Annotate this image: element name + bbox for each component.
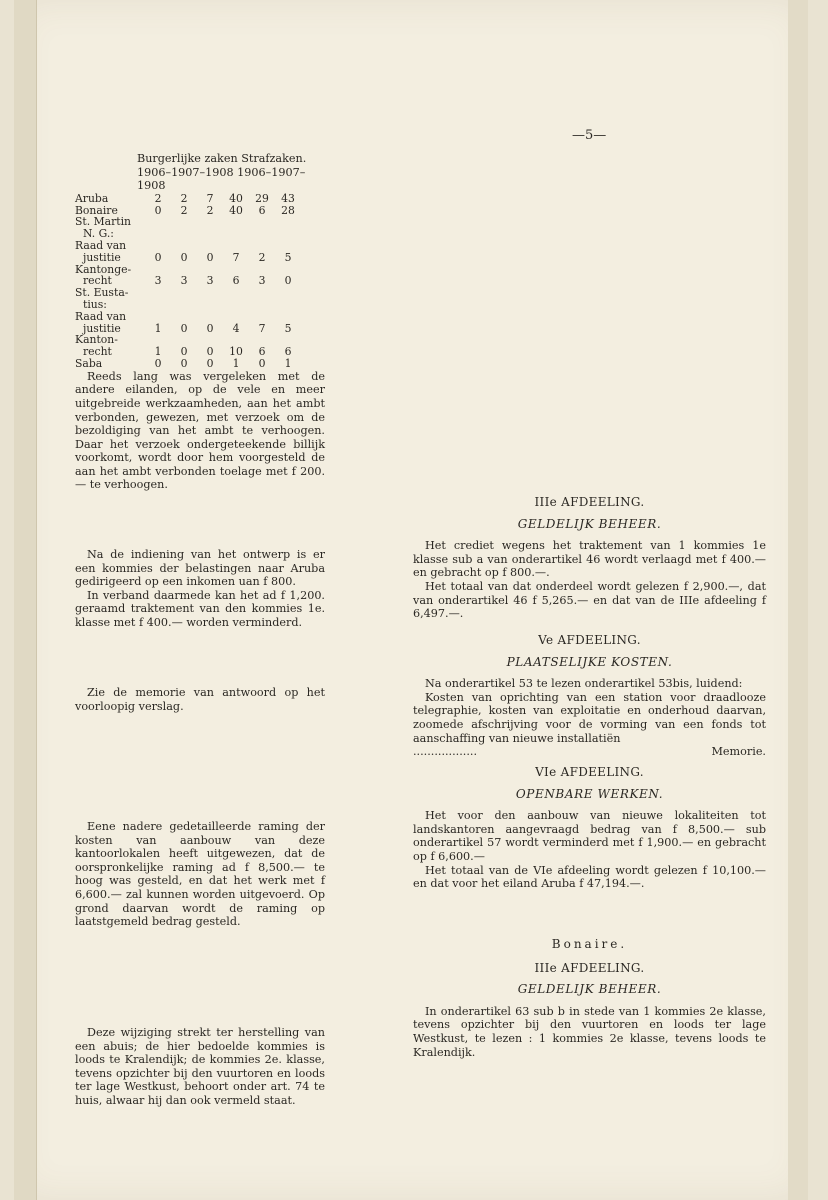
table-cell: 43 xyxy=(281,191,295,205)
left-paragraph-2a: Na de indiening van het ontwerp is er een kommies der belastingen naar Aruba gedirigeerd op een inkomen uan f 800. xyxy=(75,548,325,589)
row-label: St. Eusta- xyxy=(75,286,129,300)
right-s1-paragraph-1: Het crediet wegens het traktement van 1 kommies 1e klasse sub a van onderartikel 46 wordt verlaagd met f 400.— en gebracht op f 800.—. xyxy=(413,539,766,580)
table-cell xyxy=(275,287,301,299)
row-label: recht xyxy=(83,345,112,359)
table-header-1: Burgerlijke zaken Strafzaken. xyxy=(137,152,307,165)
section-heading-6e-afdeeling: VIe AFDEELING. xyxy=(535,765,644,779)
table-cell: 10 xyxy=(229,345,243,359)
table-cell: 2 xyxy=(154,191,162,205)
table-row xyxy=(75,358,301,370)
row-label: justitie xyxy=(83,250,121,264)
section-subheading-openbare-werken: OPENBARE WERKEN. xyxy=(515,786,664,801)
table-cell xyxy=(249,287,275,299)
binding-edge xyxy=(14,0,37,1200)
table-cell: 3 xyxy=(258,274,266,288)
table-cell xyxy=(145,287,171,299)
table-row xyxy=(75,240,301,252)
section-subheading-geldelijk-beheer-bonaire: GELDELIJK BEHEER. xyxy=(517,982,662,997)
memorie-line xyxy=(413,745,766,759)
table-cell: 2 xyxy=(180,203,188,217)
table-cell xyxy=(171,299,197,311)
row-label: Kantonge- xyxy=(75,262,132,276)
table-cell: 3 xyxy=(180,274,188,288)
table-cell xyxy=(171,216,197,228)
row-label: Saba xyxy=(75,356,103,370)
row-label: N. G.: xyxy=(83,227,114,241)
table-cell xyxy=(249,216,275,228)
table-header-2: 1906–1907–1908 1906–1907–1908 xyxy=(137,165,306,193)
table-cell: 1 xyxy=(154,345,162,359)
row-label: recht xyxy=(83,274,112,288)
table-cell xyxy=(197,228,223,240)
table-cell xyxy=(145,311,171,323)
table-cell: 40 xyxy=(229,191,243,205)
page-number: —5— xyxy=(572,128,607,143)
table-cell xyxy=(223,311,249,323)
table-cell: 6 xyxy=(258,203,266,217)
table-cell: 0 xyxy=(206,321,214,335)
table-cell xyxy=(223,228,249,240)
table-cell: 3 xyxy=(206,274,214,288)
table-cell: 1 xyxy=(154,321,162,335)
table-cell: 29 xyxy=(255,191,269,205)
row-label: Aruba xyxy=(75,191,109,205)
table-row xyxy=(75,311,301,323)
left-paragraph-4: Eene nadere gedetailleerde raming der kosten van aanbouw van deze kantoorlokalen heeft uitgewezen, dat de oorspronkelijke raming ad f 8,500.— te hoog was gesteld, en dat het werk met f 6,600.— zal kunnen worden uitgevoerd. Op grond daarvan wordt de raming op laatstgemeld bedrag gesteld. xyxy=(75,820,325,929)
table-cell: 0 xyxy=(180,321,188,335)
table-cell xyxy=(223,287,249,299)
row-label: Raad van xyxy=(75,238,127,252)
table-cell: 6 xyxy=(258,345,266,359)
section-heading-3e-afdeeling: IIIe AFDEELING. xyxy=(534,495,645,509)
table-cell xyxy=(249,228,275,240)
leader-dots: .................. xyxy=(413,745,478,759)
table-cell: 0 xyxy=(154,203,162,217)
memorie-label: Memorie. xyxy=(711,745,766,759)
table-cell: 0 xyxy=(206,345,214,359)
table-cell xyxy=(171,311,197,323)
table-cell xyxy=(223,240,249,252)
table-cell: 3 xyxy=(154,274,162,288)
row-label: tius: xyxy=(83,297,107,311)
left-block-4 xyxy=(75,820,325,929)
table-cell xyxy=(275,216,301,228)
table-cell: 0 xyxy=(154,356,162,370)
table-cell: 2 xyxy=(180,191,188,205)
table-cell xyxy=(223,216,249,228)
table-cell xyxy=(275,311,301,323)
right-section-1 xyxy=(413,496,766,621)
table-cell xyxy=(197,216,223,228)
table-cell xyxy=(275,228,301,240)
right-s2-paragraph-2: Kosten van oprichting van een station voor draadlooze telegraphie, kosten van exploitatie en onderhoud daarvan, zoomede afschrijving voor de vorming van een fonds tot aanschaffing van nieuwe installatiën xyxy=(413,690,766,745)
table-cell xyxy=(249,299,275,311)
left-block-5 xyxy=(75,1026,325,1108)
table-cell: 0 xyxy=(154,250,162,264)
table-cell: 40 xyxy=(229,203,243,217)
table-cell xyxy=(275,240,301,252)
table-cell xyxy=(145,240,171,252)
row-label: Kanton- xyxy=(75,333,118,347)
table-cell xyxy=(171,228,197,240)
table-cell xyxy=(275,299,301,311)
right-s2-paragraph-1: Na onderartikel 53 te lezen onderartikel 53bis, luidend: xyxy=(425,677,743,691)
table-cell: 0 xyxy=(206,356,214,370)
right-s3-paragraph-1: Het voor den aanbouw van nieuwe lokaliteiten tot landskantoren aangevraagd bedrag van f 8,500.— sub onderartikel 57 wordt verminderd met f 1,900.— en gebracht op f 6,600.— xyxy=(413,809,766,863)
left-block-2 xyxy=(75,548,325,630)
right-s4-paragraph-1: In onderartikel 63 sub b in stede van 1 kommies 2e klasse, tevens opzichter bij den vuurtoren en loods ter lage Westkust, te lezen : 1 kommies 2e klasse, tevens loods te Kralendijk. xyxy=(413,1004,766,1059)
table-cell xyxy=(171,287,197,299)
section-subheading-geldelijk-beheer: GELDELIJK BEHEER. xyxy=(517,516,662,531)
row-label: Raad van xyxy=(75,309,127,323)
table-cell: 5 xyxy=(284,250,292,264)
table-row xyxy=(75,287,301,299)
left-paragraph-3: Zie de memorie van antwoord op het voorloopig verslag. xyxy=(75,686,325,713)
table-cell xyxy=(145,228,171,240)
table-cell xyxy=(171,240,197,252)
table-cell xyxy=(197,311,223,323)
table-cell: 0 xyxy=(258,356,266,370)
table-row xyxy=(75,252,301,264)
table-cell: 1 xyxy=(284,356,292,370)
table-cell: 5 xyxy=(284,321,292,335)
table-cell: 4 xyxy=(232,321,240,335)
table-row xyxy=(75,193,301,205)
section-heading-3e-afdeeling-bonaire: IIIe AFDEELING. xyxy=(534,960,645,975)
statistics-table xyxy=(75,193,301,370)
table-cell: 0 xyxy=(206,250,214,264)
section-heading-5e-afdeeling: Ve AFDEELING. xyxy=(538,633,641,647)
table-row xyxy=(75,346,301,358)
table-cell: 7 xyxy=(206,191,214,205)
row-label: justitie xyxy=(83,321,121,335)
table-cell: 6 xyxy=(284,345,292,359)
table-cell: 7 xyxy=(258,321,266,335)
table-cell xyxy=(223,299,249,311)
table-cell: 0 xyxy=(180,345,188,359)
row-label: Bonaire xyxy=(75,203,118,217)
right-section-3 xyxy=(413,766,766,891)
table-cell: 7 xyxy=(232,250,240,264)
right-s1-paragraph-2: Het totaal van dat onderdeel wordt gelezen f 2,900.—, dat van onderartikel 46 f 5,265.— en dat van de IIIe afdeeling f 6,497.—. xyxy=(413,579,766,621)
table-cell: 0 xyxy=(180,356,188,370)
table-cell xyxy=(249,311,275,323)
section-subheading-plaatselijke-kosten: PLAATSELIJKE KOSTEN. xyxy=(506,654,673,669)
left-paragraph-1: Reeds lang was vergeleken met de andere eilanden, op de vele en meer uitgebreide werkzaamheden, aan het ambt verbonden, gewezen, met verzoek om de bezoldiging van het ambt te verhoogen. Daar het verzoek ondergeteekende billijk voorkomt, wordt door hem voorgesteld de aan het ambt verbonden toelage met f 200.— te verhoogen. xyxy=(75,369,325,492)
left-block-3 xyxy=(75,686,325,713)
table-cell: 1 xyxy=(232,356,240,370)
table-cell: 6 xyxy=(232,274,240,288)
table-cell xyxy=(145,216,171,228)
table-cell xyxy=(145,299,171,311)
table-cell xyxy=(249,240,275,252)
table-cell xyxy=(197,287,223,299)
table-cell: 2 xyxy=(258,250,266,264)
left-column xyxy=(75,152,325,492)
table-row xyxy=(75,299,301,311)
table-cell: 2 xyxy=(206,203,214,217)
left-paragraph-2b: In verband daarmede kan het ad f 1,200. geraamd traktement van den kommies 1e. klasse met f 400.— worden verminderd. xyxy=(75,588,325,629)
bonaire-heading: Bonaire. xyxy=(551,937,628,951)
row-label: St. Martin xyxy=(75,215,131,229)
right-section-4 xyxy=(413,938,766,1059)
table-cell: 28 xyxy=(281,203,295,217)
table-cell xyxy=(197,240,223,252)
table-cell: 0 xyxy=(284,274,292,288)
page-edge-strip xyxy=(788,0,808,1200)
right-section-2 xyxy=(413,634,766,759)
right-s3-paragraph-2: Het totaal van de VIe afdeeling wordt gelezen f 10,100.— en dat voor het eiland Aruba f 47,194.—. xyxy=(413,863,766,891)
table-cell: 0 xyxy=(180,250,188,264)
table-cell xyxy=(197,299,223,311)
left-paragraph-5: Deze wijziging strekt ter herstelling van een abuis; de hier bedoelde kommies is loods te Kralendijk; de kommies 2e. klasse, tevens opzichter bij den vuurtoren en loods ter lage Westkust, behoort onder art. 74 te huis, alwaar hij dan ook vermeld staat. xyxy=(75,1026,325,1107)
